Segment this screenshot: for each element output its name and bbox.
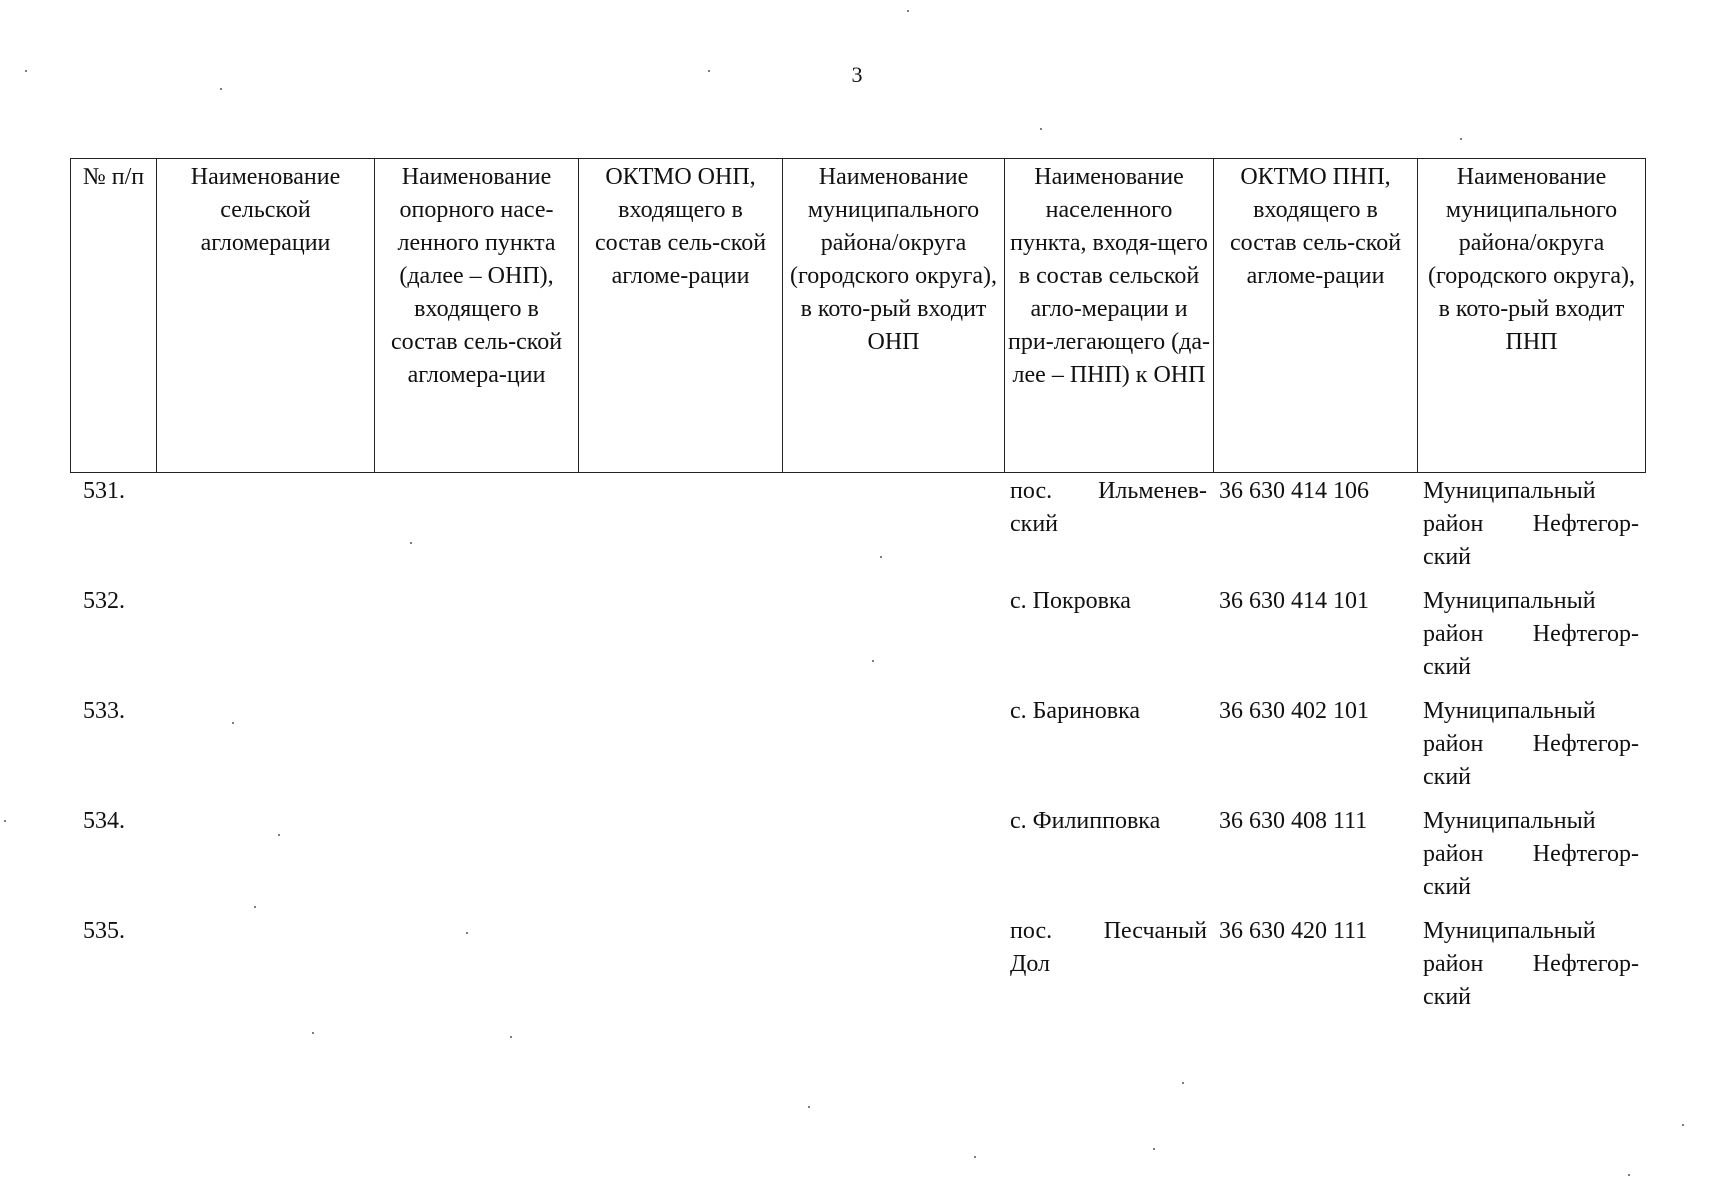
- cell-num: 535.: [83, 918, 125, 944]
- cell-agglomeration: [156, 803, 374, 913]
- table-row: [70, 473, 1645, 583]
- cell-pnp-district: Муниципальный район Нефтегор-ский: [1423, 478, 1639, 570]
- cell-agglomeration: [156, 693, 374, 803]
- cell-onp-oktmo: [578, 913, 782, 1023]
- table-body: [70, 473, 1645, 1023]
- cell-pnp-name: пос. Песчаный Дол: [1010, 918, 1207, 977]
- cell-onp-oktmo: [578, 803, 782, 913]
- header-pnp-name: Наименование населенного пункта, входя-щего в состав сельской агло-мерации и при-легающего (да-лее – ПНП) к ОНП: [1005, 159, 1214, 473]
- scan-speck: [510, 1036, 512, 1038]
- header-num: № п/п: [71, 159, 157, 473]
- cell-pnp-oktmo: 36 630 402 101: [1219, 698, 1369, 724]
- cell-pnp-oktmo: 36 630 414 101: [1219, 588, 1369, 614]
- cell-onp-district: [782, 583, 1004, 693]
- cell-agglomeration: [156, 583, 374, 693]
- scan-speck: [232, 722, 234, 724]
- header-pnp-district: Наименование муниципального района/округа (городского округа), в кото-рый входит ПНП: [1418, 159, 1646, 473]
- cell-pnp-district: Муниципальный район Нефтегор-ский: [1423, 808, 1639, 900]
- cell-pnp-district: Муниципальный район Нефтегор-ский: [1423, 918, 1639, 1010]
- cell-onp-name: [374, 473, 578, 583]
- cell-pnp-name: с. Филипповка: [1010, 808, 1161, 834]
- table-row: [70, 583, 1645, 693]
- header-agglomeration: Наименование сельской агломерации: [157, 159, 375, 473]
- cell-num: 532.: [83, 588, 125, 614]
- scan-speck: [4, 820, 6, 822]
- cell-pnp-oktmo: 36 630 420 111: [1219, 918, 1368, 944]
- cell-onp-district: [782, 473, 1004, 583]
- cell-num: 533.: [83, 698, 125, 724]
- header-pnp-oktmo: ОКТМО ПНП, входящего в состав сель-ской агломе-рации: [1214, 159, 1418, 473]
- table-header: [70, 158, 1646, 473]
- cell-pnp-name: с. Покровка: [1010, 588, 1131, 614]
- table-row: [70, 693, 1645, 803]
- scan-speck: [907, 10, 909, 12]
- cell-pnp-name: пос. Ильменев-ский: [1010, 478, 1207, 537]
- scan-speck: [466, 932, 468, 934]
- scan-speck: [708, 70, 710, 72]
- cell-num: 534.: [83, 808, 125, 834]
- scan-speck: [254, 906, 256, 908]
- cell-onp-oktmo: [578, 473, 782, 583]
- scan-speck: [1628, 1174, 1630, 1176]
- cell-pnp-oktmo: 36 630 408 111: [1219, 808, 1368, 834]
- header-onp-name: Наименование опорного насе-ленного пункта (далее – ОНП), входящего в состав сель-ской агломера-ции: [375, 159, 579, 473]
- scan-speck: [220, 88, 222, 90]
- cell-onp-name: [374, 803, 578, 913]
- cell-pnp-oktmo: 36 630 414 106: [1219, 478, 1369, 504]
- scan-speck: [1460, 138, 1462, 140]
- table-row: [70, 803, 1645, 913]
- cell-onp-district: [782, 913, 1004, 1023]
- cell-onp-oktmo: [578, 583, 782, 693]
- scan-speck: [872, 660, 874, 662]
- cell-onp-oktmo: [578, 693, 782, 803]
- cell-onp-name: [374, 583, 578, 693]
- cell-pnp-district: Муниципальный район Нефтегор-ский: [1423, 698, 1639, 790]
- cell-onp-district: [782, 803, 1004, 913]
- scan-speck: [312, 1032, 314, 1034]
- cell-agglomeration: [156, 473, 374, 583]
- cell-onp-district: [782, 693, 1004, 803]
- scan-speck: [880, 556, 882, 558]
- scan-speck: [808, 1106, 810, 1108]
- scan-speck: [1182, 1082, 1184, 1084]
- header-onp-oktmo: ОКТМО ОНП, входящего в состав сель-ской агломе-рации: [579, 159, 783, 473]
- table-row: [70, 913, 1645, 1023]
- cell-num: 531.: [83, 478, 125, 504]
- cell-onp-name: [374, 913, 578, 1023]
- cell-pnp-district: Муниципальный район Нефтегор-ский: [1423, 588, 1639, 680]
- header-onp-district: Наименование муниципального района/округа (городского округа), в кото-рый входит ОНП: [783, 159, 1005, 473]
- cell-onp-name: [374, 693, 578, 803]
- scan-speck: [1040, 128, 1042, 130]
- scan-speck: [410, 542, 412, 544]
- scan-speck: [974, 1156, 976, 1158]
- page-number: 3: [851, 62, 863, 87]
- scan-speck: [1682, 1124, 1684, 1126]
- cell-agglomeration: [156, 913, 374, 1023]
- scan-speck: [1153, 1148, 1155, 1150]
- scan-speck: [278, 834, 280, 836]
- cell-pnp-name: с. Бариновка: [1010, 698, 1141, 724]
- scan-speck: [25, 70, 27, 72]
